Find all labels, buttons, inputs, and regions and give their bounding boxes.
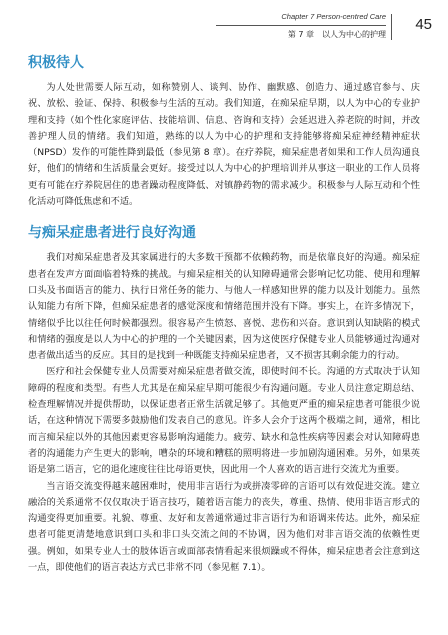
body-paragraph: 为人处世需要人际互动，如称赞别人、谈判、协作、幽默感、创造力、通过感官参与、庆祝、放松、验证、保持、积极参与生活的互动。我们知道，在痴呆症早期，以人为中心的专业护理和支持（如个性化家庭评估、技能培训、信息、咨询和支持）会延迟进入养老院的时间，并改善护理人员的情绪。我们知道，熟练的以人为中心的护理和支持能够将痴呆症神经精神症状（NPSD）发作的可能性降到最低（参见第 8 章）。在疗养院，痴呆症患者如果和工作人员沟通良好，他们的情绪和生活质量会更好。接受过以人为中心的护理培训并从事这一职业的工作人员将更有可能在疗养院居住的患者躁动程度降低、对镇静药物的需求减少。积极参与人际互动和个性化活动可降低焦虑和不适。	[28, 82, 420, 208]
header-rule	[216, 25, 386, 26]
chapter-title-cn: 第 7 章 以人为中心的护理	[287, 30, 386, 39]
body-paragraph: 我们对痴呆症患者及其家属进行的大多数干预都不依赖药物，而是依靠良好的沟通。痴呆症患者在发声方面面临着特殊的挑战。与痴呆症相关的认知障碍通常会影响记忆功能、使用和理解口头及书面语言的能力、执行日常任务的能力、与他人一样感知世界的能力以及计划能力。虽然认知能力有所下降，但痴呆症患者的感觉深度和情绪范围并没有下降。事实上，在许多情况下，情绪似乎比以往任何时候都强烈。很容易产生愤怒、喜悦、悲伤和兴奋。意识到认知缺陷的模式和情绪的强度是以人为中心的护理的一个关键因素，因为这使医疗保健专业人员能够通过沟通对患者做出适当的反应。其目的是找到一种既能支持痴呆症患者，又不损害其剩余能力的行动。	[28, 252, 420, 362]
body-paragraph: 医疗和社会保健专业人员需要对痴呆症患者做交流，即使时间不长。沟通的方式取决于认知障碍的程度和类型。有些人尤其是在痴呆症早期可能很少有沟通问题。专业人员注意定期总结、检查理解情况并提供帮助，以保证患者正常生活就足够了。其他更严重的痴呆症患者可能很少说话，在这种情况下需要多鼓励他们发表自己的意见。许多人会介于这两个极端之间，通常，相比而言痴呆症以外的其他因素更容易影响沟通能力。疲劳、缺水和急性疾病等因素会对认知障碍患者的沟通能力产生更大的影响，嘈杂的环境和糟糕的照明将进一步加剧沟通困难。另外，如果英语是第二语言，它的退化速度往往比母语更快，因此用一个人喜欢的语言进行交流尤为重要。	[28, 366, 420, 476]
running-header	[192, 12, 432, 42]
page-content	[28, 40, 420, 576]
section-title-good-communication: 与痴呆症患者进行良好沟通	[28, 225, 196, 242]
chapter-title-en: Chapter 7 Person-centred Care	[281, 12, 386, 21]
section-title-positive-engagement: 积极待人	[28, 55, 84, 71]
body-paragraph: 当言语交流变得越来越困难时，使用非言语行为或拼凑零碎的言语可以有效促进交流。建立融洽的关系通常不仅仅取决于语言技巧，随着语言能力的丧失，尊重、热情、使用非语言形式的沟通变得更加重要。礼貌、尊重、友好和友善通常通过非言语行为和语调来传达。此外，痴呆症患者可能更清楚地意识到口头和非口头交流之间的不协调，因为他们对非言语交流的依赖性更强。例如，如果专业人士的肢体语言或面部表情看起来很烦躁或不得体，痴呆症患者会注意到这一点，即使他们的语言表达方式已非常不同（参见框 7.1）。	[28, 480, 420, 574]
page-number: 45	[391, 14, 432, 40]
